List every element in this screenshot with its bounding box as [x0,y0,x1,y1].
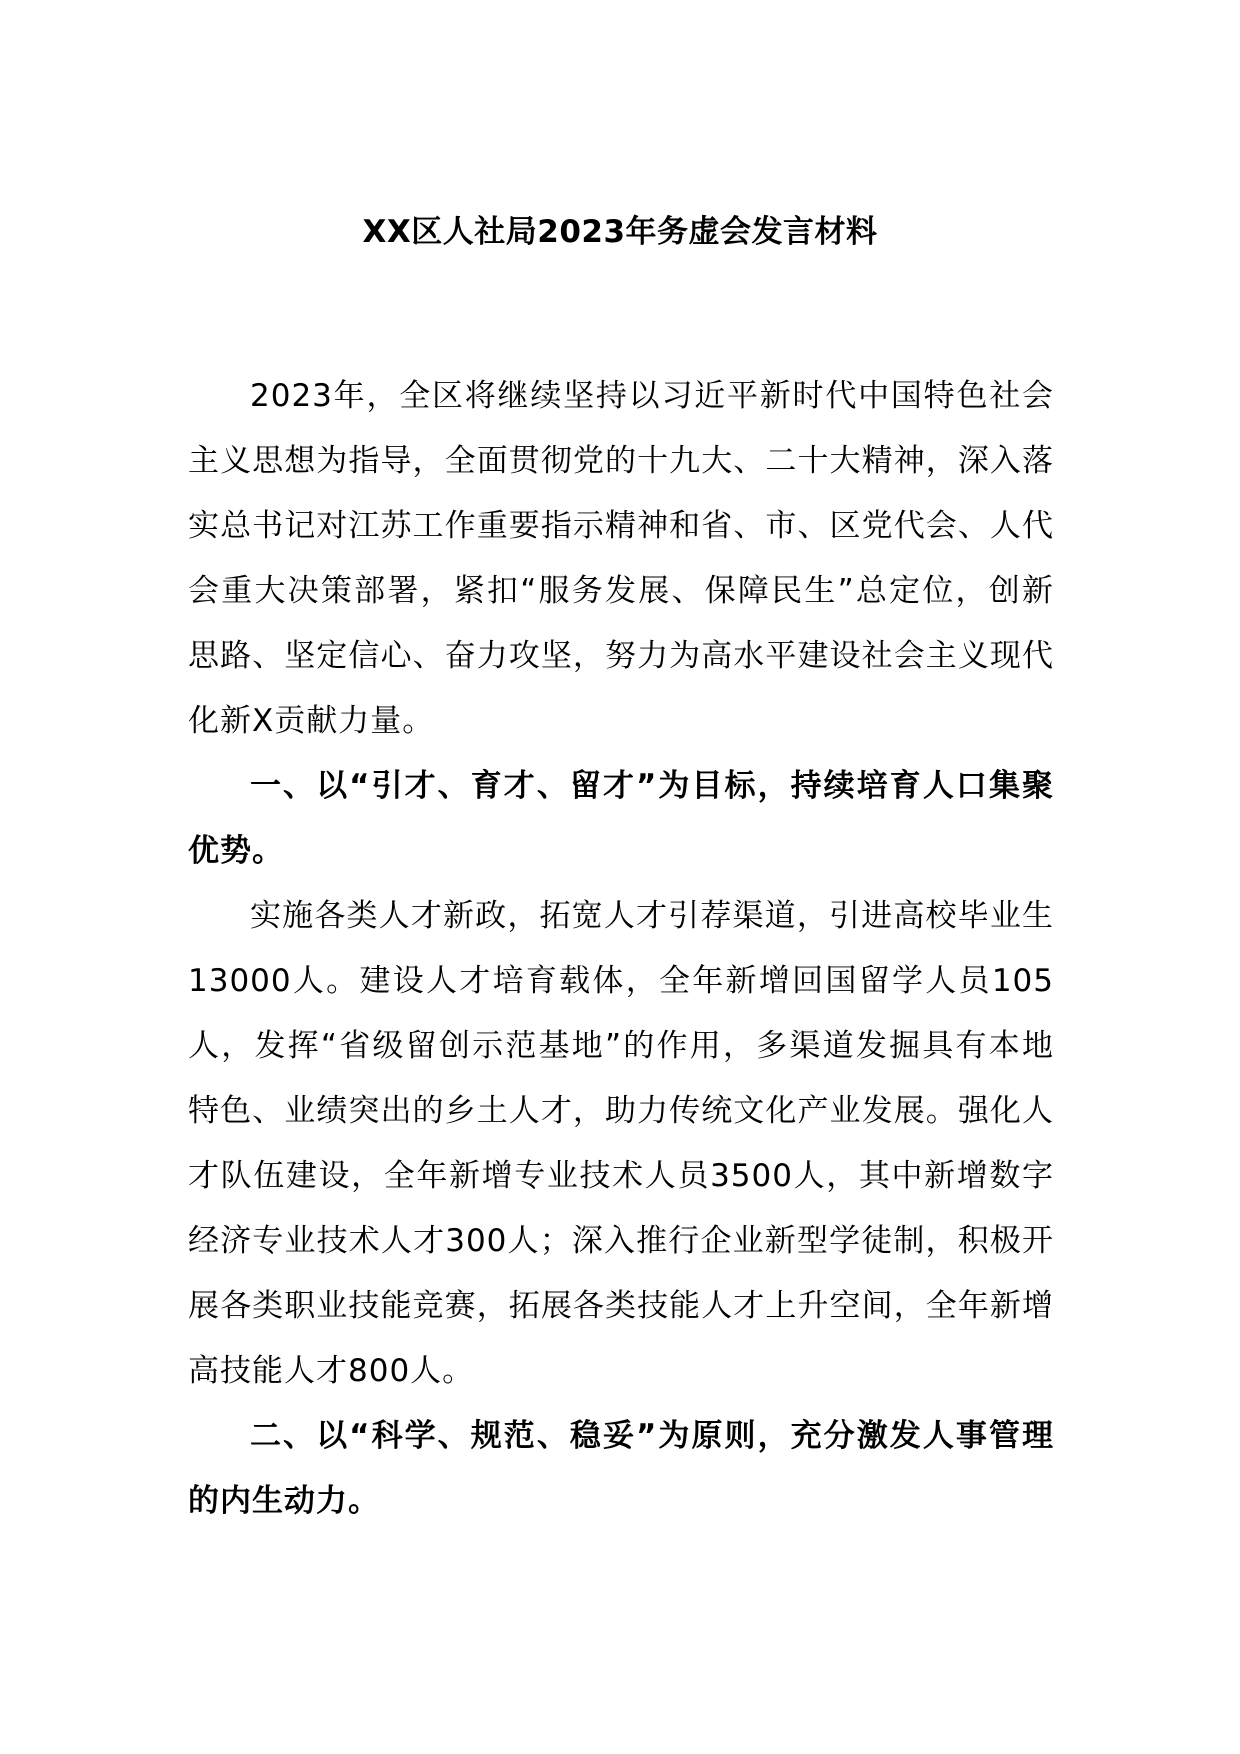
section-1-paragraph: 实施各类人才新政，拓宽人才引荐渠道，引进高校毕业生13000人。建设人才培育载体，全年新增回国留学人员105人，发挥“省级留创示范基地”的作用，多渠道发掘具有本地特色、业绩突出的乡土人才，助力传统文化产业发展。强化人才队伍建设，全年新增专业技术人员3500人，其中新增数字经济专业技术人才300人；深入推行企业新型学徒制，积极开展各类职业技能竞赛，拓展各类技能人才上升空间，全年新增高技能人才800人。 [188,898,1054,1389]
document-title: XX区人社局2023年务虚会发言材料 [362,214,878,250]
section-heading-2: 二、以“科学、规范、稳妥”为原则，充分激发人事管理的内生动力。 [188,1418,1054,1519]
section-heading-1: 一、以“引才、育才、留才”为目标，持续培育人口集聚优势。 [188,768,1054,869]
intro-paragraph: 2023年，全区将继续坚持以习近平新时代中国特色社会主义思想为指导，全面贯彻党的十九大、二十大精神，深入落实总书记对江苏工作重要指示精神和省、市、区党代会、人代会重大决策部署，紧扣“服务发展、保障民生”总定位，创新思路、坚定信心、奋力攻坚，努力为高水平建设社会主义现代化新X贡献力量。 [188,378,1054,739]
document-body [188,364,1054,1534]
